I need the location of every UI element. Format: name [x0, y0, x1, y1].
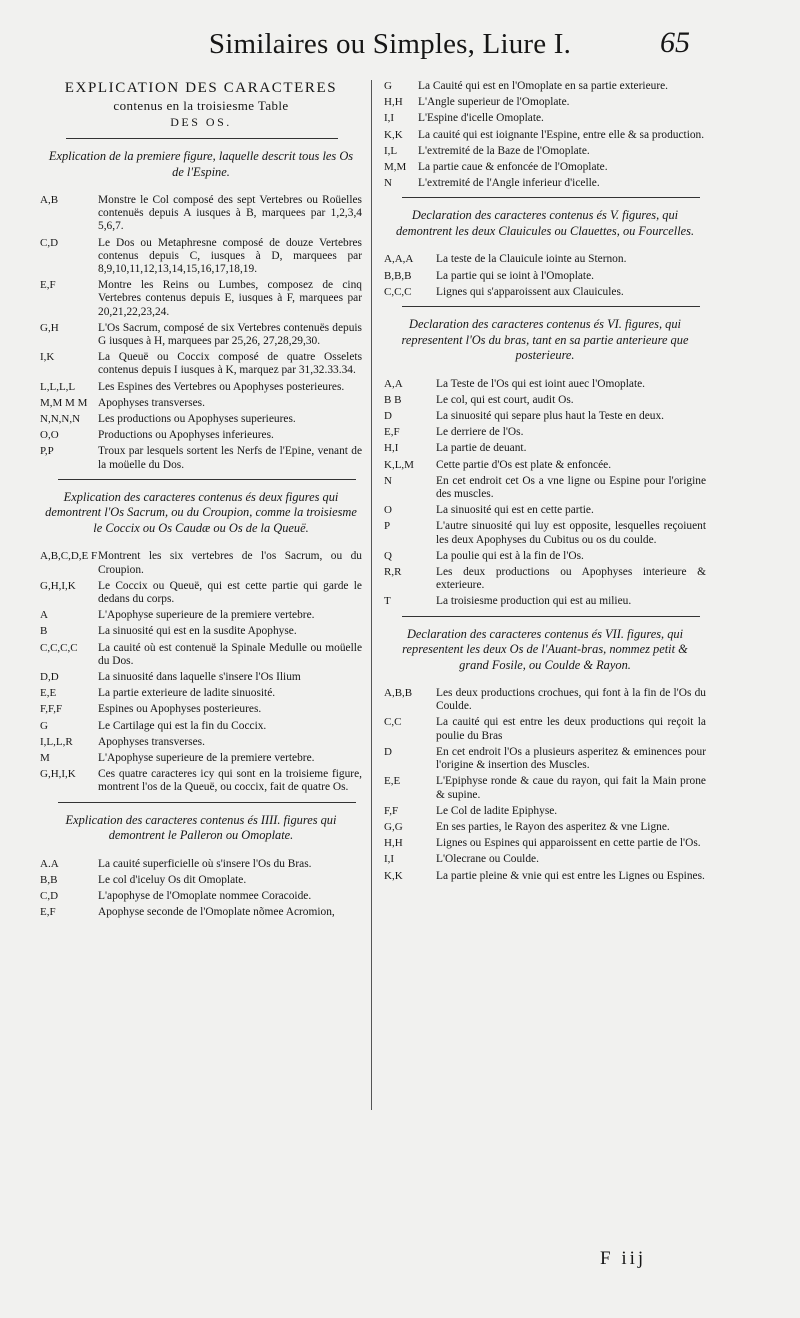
- entry-text: Apophyses transverses.: [98, 396, 205, 409]
- entry-key: H,H: [384, 96, 403, 109]
- right-column: [384, 80, 706, 886]
- legend-entry: [384, 520, 706, 546]
- entry-text: L'Olecrane ou Coulde.: [436, 853, 539, 866]
- legend-entry: [384, 80, 706, 93]
- entry-key: E,E: [40, 687, 57, 700]
- main-title: [40, 80, 362, 131]
- main-title-line1: EXPLICATION DES CARACTERES: [64, 80, 338, 96]
- entry-text: La Queuë ou Coccix composé de quatre Osselets contenus depuis I iusques à K, marquez par 31,32.33.34.: [98, 351, 362, 377]
- entry-key: A,A: [384, 377, 403, 390]
- entry-key: D,D: [40, 670, 59, 683]
- entry-text: Montre les Reins ou Lumbes, composez de cinq Vertebres contenus depuis E, iusques à F, marquees par 20,21,22,23,24.: [98, 279, 362, 318]
- entry-text: Apophyses transverses.: [98, 735, 205, 748]
- entry-text: Le Cartilage qui est la fin du Coccix.: [98, 719, 267, 732]
- entry-text: La teste de la Clauicule iointe au Sternon.: [436, 253, 627, 266]
- entry-key: B,B,B: [384, 269, 412, 282]
- entry-key: C,C,C: [384, 285, 412, 298]
- entry-key: G: [40, 719, 48, 732]
- entry-text: L'Os Sacrum, composé de six Vertebres contenuës depuis G iusques à H, marquees par 25,26, 27,28,29,30.: [98, 321, 362, 348]
- entry-text: L'Epiphyse ronde & caue du rayon, qui fait la Main prone & supine.: [436, 775, 706, 801]
- entry-key: E,E: [384, 775, 401, 788]
- entry-key: E,F: [40, 906, 56, 919]
- legend-entry: [384, 475, 706, 501]
- entry-text: L'apophyse de l'Omoplate nommee Coracoide.: [98, 890, 312, 903]
- legend-entry: [384, 270, 706, 283]
- entry-text: La sinuosité qui est en cette partie.: [436, 504, 594, 517]
- entry-key: C,C,C,C: [40, 641, 78, 654]
- legend-entry: [384, 378, 706, 391]
- entry-key: T: [384, 595, 391, 608]
- legend-entry: [40, 351, 362, 377]
- running-head: Similaires ou Simples, Liure I.: [208, 28, 572, 60]
- legend-entry: [40, 687, 362, 700]
- entry-text: L'autre sinuosité qui luy est opposite, lesquelles reçoiuent les deux Apophyses du Cubitus ou os du coulde.: [436, 520, 706, 546]
- entry-key: P,P: [40, 445, 54, 458]
- legend-entry: [384, 687, 706, 713]
- entry-text: La cauité où est contenuë la Spinale Medulle ou moüelle du Dos.: [98, 641, 362, 667]
- entry-text: La troisiesme production qui est au milieu.: [436, 595, 632, 608]
- entry-key: F,F: [384, 804, 399, 817]
- entry-key: I,I: [384, 112, 395, 125]
- legend-entry: [384, 550, 706, 563]
- entry-key: L,L,L,L: [40, 380, 76, 393]
- legend-entry: [40, 397, 362, 410]
- legend-entry: [384, 746, 706, 772]
- section-heading: Explication des caracteres contenus és IIII. figures qui demontrent le Palleron ou Omoplate.: [65, 812, 337, 843]
- section-rule: [58, 802, 356, 803]
- entry-key: A: [40, 609, 48, 622]
- entry-text: La cauité qui est entre les deux productions qui reçoit la poulie du Bras: [436, 716, 706, 742]
- legend-entry: [384, 595, 706, 608]
- entry-text: Apophyse seconde de l'Omoplate nõmee Acromion,: [98, 906, 335, 919]
- section-heading: Declaration des caracteres contenus és VI. figures, qui representent l'Os du bras, tant en sa partie anterieure que posterieure.: [401, 317, 689, 363]
- legend-entry: [40, 194, 362, 234]
- entry-key: M: [40, 752, 50, 764]
- entry-text: Troux par lesquels sortent les Nerfs de l'Epine, venant de la moüelle du Dos.: [98, 445, 362, 471]
- entry-key: O: [384, 504, 392, 517]
- legend-entry: [384, 426, 706, 439]
- legend-entry: [40, 413, 362, 426]
- entry-key: G,H,I,K: [40, 768, 76, 781]
- legend-entry: [40, 642, 362, 668]
- entry-key: N,N,N,N: [40, 413, 81, 426]
- signature-mark: F iij: [600, 1248, 647, 1269]
- entry-key: A,A,A: [384, 253, 414, 266]
- entry-key: B: [40, 625, 48, 638]
- entry-key: E,F: [384, 426, 400, 439]
- entry-text: La sinuosité qui est en la susdite Apophyse.: [98, 625, 297, 638]
- entry-key: I,L,L,R: [40, 735, 73, 748]
- entry-key: D: [384, 745, 392, 758]
- entry-text: L'Apophyse superieure de la premiere vertebre.: [98, 752, 315, 764]
- legend-entry: [40, 703, 362, 716]
- legend-entry: [40, 752, 362, 765]
- section-heading: Declaration des caracteres contenus és V. figures, qui demontrent les deux Clauicules ou Clauettes, ou Fourcelles.: [395, 208, 695, 238]
- legend-entry: [40, 874, 362, 887]
- column-divider: [371, 80, 372, 1110]
- legend-entry: [40, 429, 362, 442]
- legend-entry: [384, 442, 706, 455]
- entry-text: En ses parties, le Rayon des asperitez & vne Ligne.: [436, 820, 670, 833]
- section-heading: Explication des caracteres contenus és deux figures qui demontrent l'Os Sacrum, ou du Croupion, comme la troisiesme le Coccix ou Os Caudæ ou Os de la Queuë.: [45, 489, 357, 535]
- legend-entry: [40, 625, 362, 638]
- section-rule: [66, 138, 338, 139]
- entry-key: D: [384, 409, 392, 422]
- entry-text: Le col d'iceluy Os dit Omoplate.: [98, 873, 247, 886]
- entry-text: La partie exterieure de ladite sinuosité.: [98, 687, 276, 700]
- entry-text: Lignes qui s'apparoissent aux Clauicules.: [436, 285, 624, 298]
- entry-key: G: [384, 80, 392, 92]
- entry-key: I,L: [384, 144, 398, 157]
- legend-entry: [40, 890, 362, 903]
- entry-text: Les productions ou Apophyses superieures.: [98, 413, 296, 426]
- entry-key: M,M M M: [40, 396, 88, 409]
- entry-text: La sinuosité qui separe plus haut la Teste en deux.: [436, 409, 665, 422]
- section-rule: [58, 479, 356, 480]
- entry-text: L'extremité de l'Angle inferieur d'icelle.: [418, 177, 600, 190]
- legend-entry: [384, 504, 706, 517]
- entry-text: La partie de deuant.: [436, 442, 527, 455]
- entry-text: Le Dos ou Metaphresne composé de douze Vertebres contenus depuis C, iusques à D, marquees par 8,9,10,11,12,13,14,15,16,17,18,19.: [98, 236, 362, 276]
- entry-key: Q: [384, 549, 392, 562]
- entry-text: La sinuosité dans laquelle s'insere l'Os Ilium: [98, 670, 301, 683]
- entry-key: N: [384, 177, 392, 190]
- right-sections: [384, 197, 706, 882]
- entry-text: Le col, qui est court, audit Os.: [436, 393, 574, 406]
- entry-key: H,I: [384, 442, 399, 455]
- main-title-line3: DES OS.: [170, 115, 232, 129]
- entry-key: N: [384, 474, 392, 487]
- entry-key: A,B: [40, 194, 59, 206]
- entry-key: B B: [384, 393, 402, 406]
- entry-text: L'Apophyse superieure de la premiere vertebre.: [98, 609, 315, 622]
- legend-entry: [384, 775, 706, 801]
- main-title-line2: contenus en la troisiesme Table: [113, 98, 289, 113]
- entry-key: F,F,F: [40, 703, 63, 716]
- entry-text: Monstre le Col composé des sept Vertebres ou Roüelles contenuës depuis A iusques à B, marquees par 1,2,3,4 5,6,7.: [98, 194, 362, 233]
- entry-key: E,F: [40, 279, 56, 292]
- legend-entry: [384, 459, 706, 472]
- entry-key: I,I: [384, 853, 395, 866]
- legend-entry: [384, 129, 706, 142]
- entry-text: Ces quatre caracteres icy qui sont en la troisieme figure, montrent l'os de la Queuë, ou coccix, fait de quatre Os.: [98, 768, 362, 794]
- entry-text: L'Espine d'icelle Omoplate.: [418, 112, 544, 125]
- entry-key: K,K: [384, 869, 403, 882]
- legend-entry: [40, 768, 362, 794]
- entry-key: A,B,B: [384, 687, 413, 700]
- legend-entry: [384, 566, 706, 592]
- legend-entry: [384, 870, 706, 883]
- legend-entry: [40, 381, 362, 394]
- legend-entry: [40, 736, 362, 749]
- legend-entry: [40, 237, 362, 277]
- legend-entry: [384, 837, 706, 850]
- section-heading: Declaration des caracteres contenus és VII. figures, qui representent les deux Os de l'Auant-bras, nommez petit & grand Fosile, ou Coulde & Rayon.: [402, 626, 688, 672]
- entry-text: La poulie qui est à la fin de l'Os.: [436, 549, 584, 562]
- entry-text: L'extremité de la Baze de l'Omoplate.: [418, 144, 590, 157]
- entry-key: M,M: [384, 161, 407, 174]
- legend-entry: [40, 906, 362, 919]
- legend-entry: [40, 550, 362, 576]
- entry-key: A,B,C,D,E F: [40, 550, 98, 563]
- entry-key: B,B: [40, 873, 58, 886]
- section-rule: [402, 197, 700, 198]
- legend-entry: [40, 671, 362, 684]
- entry-key: H,H: [384, 837, 403, 850]
- entry-text: Le Col de ladite Epiphyse.: [436, 804, 558, 817]
- entry-key: O,O: [40, 429, 59, 442]
- entry-key: I,K: [40, 351, 55, 364]
- entry-key: C,D: [40, 890, 59, 903]
- legend-entry: [40, 580, 362, 606]
- section-rule: [402, 306, 700, 307]
- entry-text: La partie caue & enfoncée de l'Omoplate.: [418, 161, 608, 174]
- section-rule: [402, 616, 700, 617]
- entry-key: K,L,M: [384, 458, 414, 471]
- entry-key: C,C: [384, 716, 402, 729]
- legend-entry: [384, 805, 706, 818]
- section-heading: Explication de la premiere figure, laquelle descrit tous les Os de l'Espine.: [48, 149, 354, 179]
- entry-text: Montrent les six vertebres de l'os Sacrum, ou du Croupion.: [98, 550, 362, 576]
- legend-entry: [40, 609, 362, 622]
- legend-entry: [384, 145, 706, 158]
- entry-text: L'Angle superieur de l'Omoplate.: [418, 96, 570, 109]
- entry-key: C,D: [40, 236, 59, 249]
- entry-text: La partie qui se ioint à l'Omoplate.: [436, 269, 594, 282]
- entry-text: Les deux productions crochues, qui font à la fin de l'Os du Coulde.: [436, 687, 706, 713]
- entry-text: Le Coccix ou Queuë, qui est cette partie qui garde le dedans du corps.: [98, 579, 362, 605]
- entry-key: K,K: [384, 128, 403, 141]
- legend-entry: [384, 853, 706, 866]
- entry-text: La cauité qui est ioignante l'Espine, entre elle & sa production.: [418, 128, 705, 141]
- entry-text: En cet endroit l'Os a plusieurs asperitez & eminences pour l'origine & insertion des Muscles.: [436, 745, 706, 772]
- legend-entry: [384, 177, 706, 190]
- legend-entry: [384, 394, 706, 407]
- entry-text: Lignes ou Espines qui apparoissent en cette partie de l'Os.: [436, 837, 701, 850]
- page-number: 65: [660, 26, 690, 59]
- entry-text: Productions ou Apophyses inferieures.: [98, 429, 274, 442]
- entry-key: G,H,I,K: [40, 579, 76, 592]
- left-sections: [40, 138, 362, 919]
- entry-text: En cet endroit cet Os a vne ligne ou Espine pour l'origine des muscles.: [436, 474, 706, 500]
- entry-text: La Cauité qui est en l'Omoplate en sa partie exterieure.: [418, 80, 669, 92]
- entry-key: A.A: [40, 857, 59, 870]
- entry-text: La Teste de l'Os qui est ioint auec l'Omoplate.: [436, 377, 646, 390]
- legend-entry: [384, 112, 706, 125]
- right-top-entries: [384, 80, 706, 190]
- entry-text: La cauité superficielle où s'insere l'Os du Bras.: [98, 857, 312, 870]
- entry-key: R,R: [384, 565, 402, 578]
- legend-entry: [40, 322, 362, 348]
- left-column: [40, 80, 362, 922]
- entry-text: Espines ou Apophyses posterieures.: [98, 703, 262, 716]
- legend-entry: [40, 858, 362, 871]
- legend-entry: [40, 279, 362, 319]
- legend-entry: [384, 96, 706, 109]
- entry-key: G,H: [40, 321, 59, 334]
- legend-entry: [384, 161, 706, 174]
- entry-text: Les Espines des Vertebres ou Apophyses posterieures.: [98, 380, 345, 393]
- entry-text: Cette partie d'Os est plate & enfoncée.: [436, 458, 612, 471]
- legend-entry: [384, 821, 706, 834]
- entry-key: P: [384, 520, 391, 533]
- legend-entry: [384, 253, 706, 266]
- entry-text: Les deux productions ou Apophyses interieure & exterieure.: [436, 565, 706, 592]
- entry-key: G,G: [384, 820, 403, 833]
- legend-entry: [40, 720, 362, 733]
- legend-entry: [384, 286, 706, 299]
- legend-entry: [384, 716, 706, 742]
- entry-text: Le derriere de l'Os.: [436, 426, 524, 439]
- legend-entry: [40, 445, 362, 471]
- legend-entry: [384, 410, 706, 423]
- entry-text: La partie pleine & vnie qui est entre les Lignes ou Espines.: [436, 869, 705, 882]
